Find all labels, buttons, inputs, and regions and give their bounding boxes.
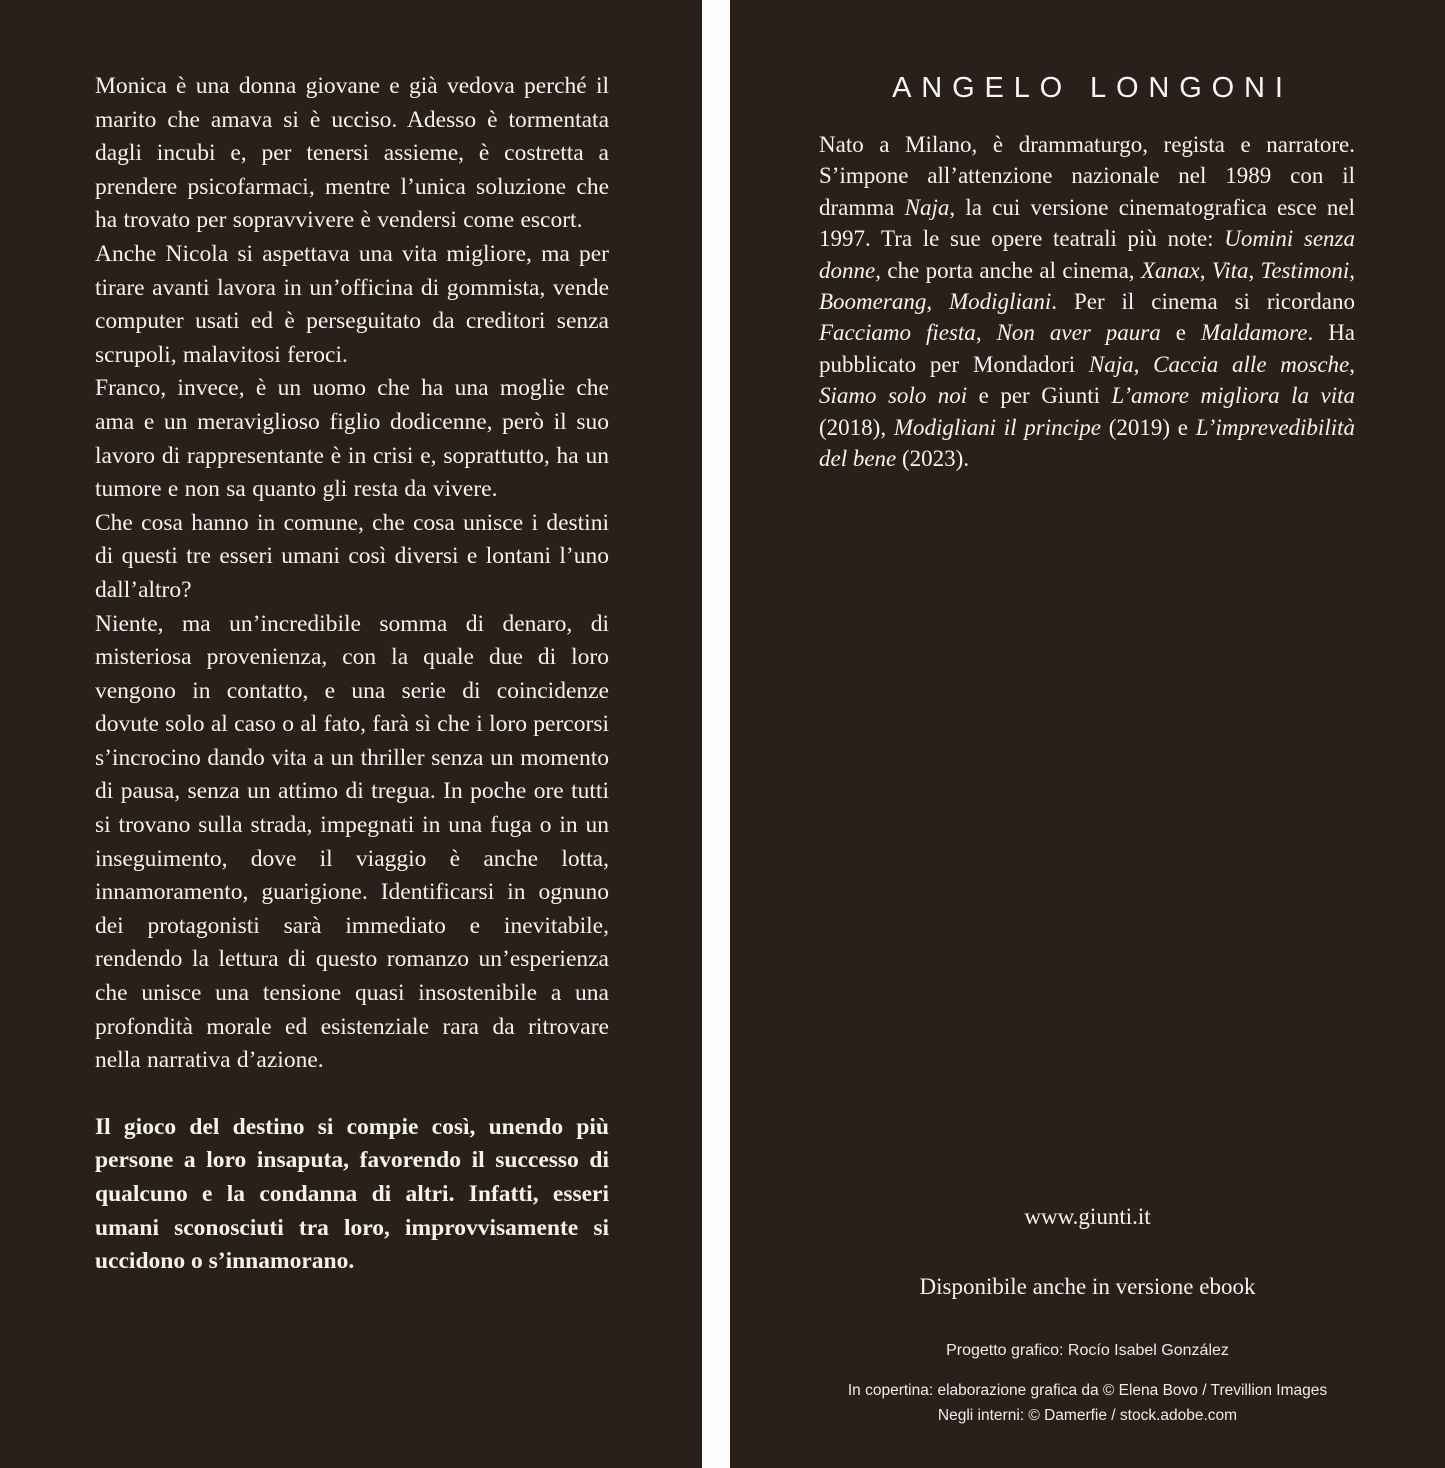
closing-bold-paragraph: Il gioco del destino si compie così, unendo più persone a loro insaputa, favorendo il successo di qualcuno e la condanna di altri. Infatti, esseri umani sconosciuti tra loro, improvvisamente si uccidono o s’innamorano. bbox=[95, 1113, 609, 1275]
cover-image-credit: In copertina: elaborazione grafica da © Elena Bovo / Trevillion Images bbox=[847, 1382, 1328, 1399]
author-bio: Nato a Milano, è drammaturgo, regista e narratore. S’impone all’attenzione nazionale nel 1989 con il dramma Naja, la cui versione cinematografica esce nel 1997. Tra le sue opere teatrali più note: Uomini senza donne, che porta anche al cinema, Xanax, Vita, Testimoni, Boomerang, Modigliani. Per il cinema si ricordano Facciamo fiesta, Non aver paura e Maldamore. Ha pubblicato per Mondadori Naja, Caccia alle mosche, Siamo solo noi e per Giunti L’amore migliora la vita (2018), Modigliani il principe (2019) e L’imprevedibilità del bene (2023). bbox=[819, 132, 1356, 472]
ebook-availability-note: Disponibile anche in versione ebook bbox=[919, 1274, 1256, 1299]
author-name: ANGELO LONGONI bbox=[892, 72, 1293, 104]
synopsis-paragraph: Monica è una donna giovane e già vedova perché il marito che amava si è ucciso. Adesso è tormentata dagli incubi e, per tenersi assieme, è costretta a prendere psicofarmaci, mentre l’unica soluzione che ha trovato per sopravvivere è vendersi come escort. bbox=[95, 73, 609, 234]
synopsis-paragraph: Franco, invece, è un uomo che ha una moglie che ama e un meraviglioso figlio dodicenne, però il suo lavoro di rappresentante è in crisi e, soprattutto, ha un tumore e non sa quanto gli resta da vivere. bbox=[95, 375, 609, 503]
synopsis-text bbox=[95, 70, 609, 1078]
publisher-website: www.giunti.it bbox=[1024, 1204, 1151, 1229]
synopsis-paragraph: Anche Nicola si aspettava una vita migliore, ma per tirare avanti lavora in un’officina di gommista, vende computer usati ed è perseguitato da creditori senza scrupoli, malavitosi feroci. bbox=[95, 240, 609, 368]
left-flap-synopsis bbox=[0, 0, 702, 1468]
synopsis-paragraph: Che cosa hanno in comune, che cosa unisce i destini di questi tre esseri umani così diversi e lontani l’uno dall’altro? bbox=[95, 509, 609, 603]
synopsis-paragraph: Niente, ma un’incredibile somma di denaro, di misteriosa provenienza, con la quale due di loro vengono in contatto, e una serie di coincidenze dovute solo al caso o al fato, farà sì che i loro percorsi s’incrocino dando vita a un thriller senza un momento di pausa, senza un attimo di tregua. In poche ore tutti si trovano sulla strada, impegnati in una fuga o in un inseguimento, dove il viaggio è anche lotta, innamoramento, guarigione. Identificarsi in ognuno dei protagonisti sarà immediato e inevitabile, rendendo la lettura di questo romanzo un’esperienza che unisce una tensione quasi insostenibile a una profondità morale ed esistenziale rara da ritrovare nella narrativa d’azione. bbox=[95, 610, 609, 1074]
spine-gutter bbox=[702, 0, 730, 1468]
graphic-design-credit: Progetto grafico: Rocío Isabel González bbox=[946, 1342, 1229, 1359]
interior-image-credit: Negli interni: © Damerfie / stock.adobe.com bbox=[937, 1407, 1238, 1424]
right-flap-author bbox=[730, 0, 1445, 1468]
